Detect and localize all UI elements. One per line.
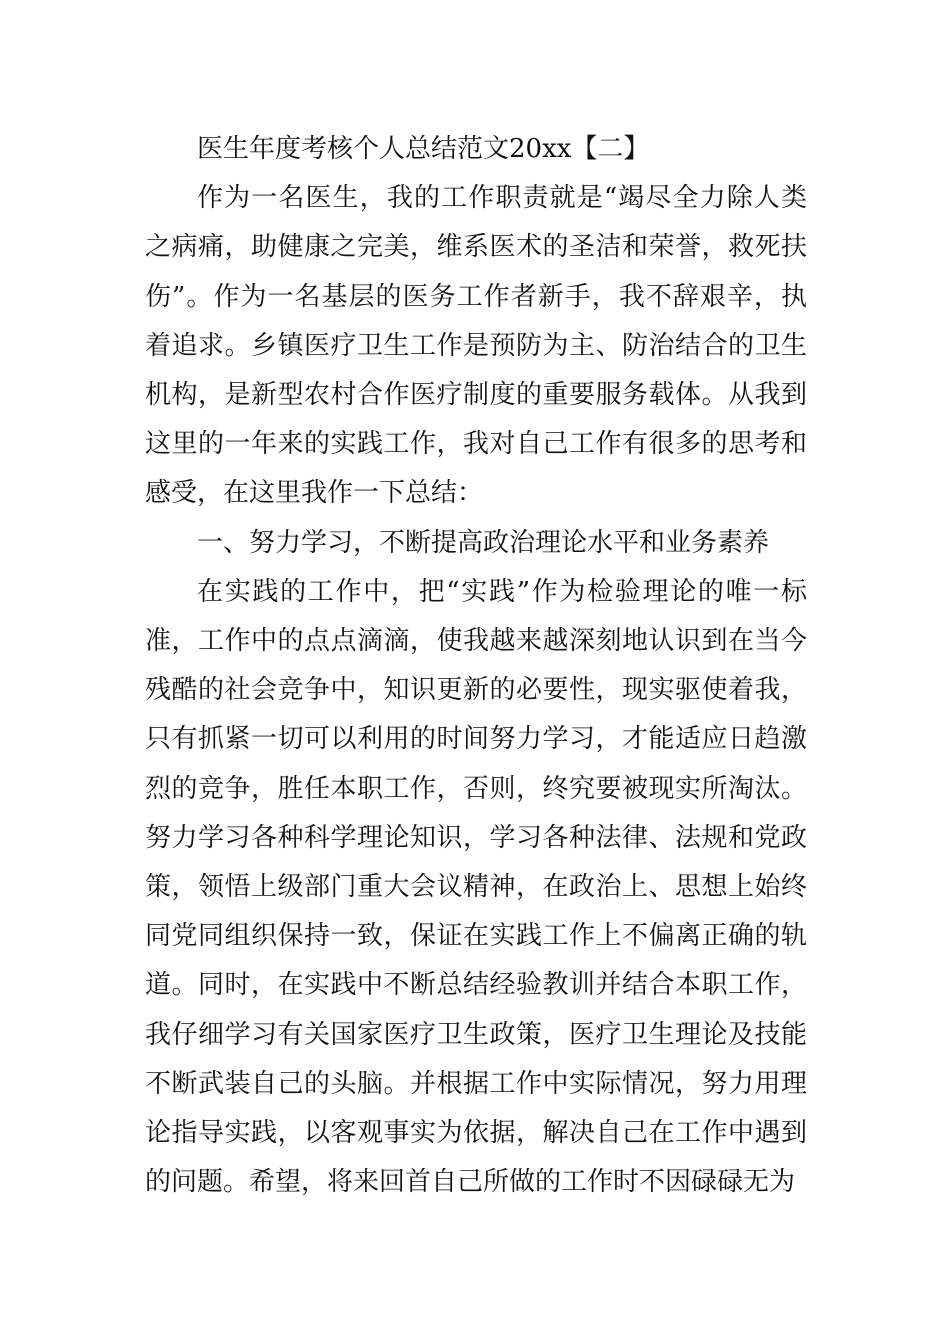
paragraph-intro: 作为一名医生，我的工作职责就是“竭尽全力除人类之病痛，助健康之完美，维系医术的圣洁和荣誉，救死扶伤”。作为一名基层的医务工作者新手，我不辞艰辛，执着追求。乡镇医疗卫生工作是预防为主、防治结合的卫生机构，是新型农村合作医疗制度的重要服务载体。从我到这里的一年来的实践工作，我对自己工作有很多的思考和感受，在这里我作一下总结： — [145, 183, 807, 509]
document-body — [145, 125, 807, 1207]
paragraph-section-1: 在实践的工作中，把“实践”作为检验理论的唯一标准，工作中的点点滴滴，使我越来越深刻地认识到在当今残酷的社会竞争中，知识更新的必要性，现实驱使着我，只有抓紧一切可以利用的时间努力学习，才能适应日趋激烈的竞争，胜任本职工作，否则，终究要被现实所淘汰。努力学习各种科学理论知识，学习各种法律、法规和党政策，领悟上级部门重大会议精神，在政治上、思想上始终同党同组织保持一致，保证在实践工作上不偏离正确的轨道。同时，在实践中不断总结经验教训并结合本职工作，我仔细学习有关国家医疗卫生政策，医疗卫生理论及技能不断武装自己的头脑。并根据工作中实际情况，努力用理论指导实践，以客观事实为依据，解决自己在工作中遇到的问题。希望，将来回首自己所做的工作时不因碌碌无为 — [145, 576, 807, 1198]
document-title: 医生年度考核个人总结范文20xx【二】 — [197, 134, 650, 164]
section-heading-1: 一、努力学习，不断提高政治理论水平和业务素养 — [197, 527, 770, 558]
